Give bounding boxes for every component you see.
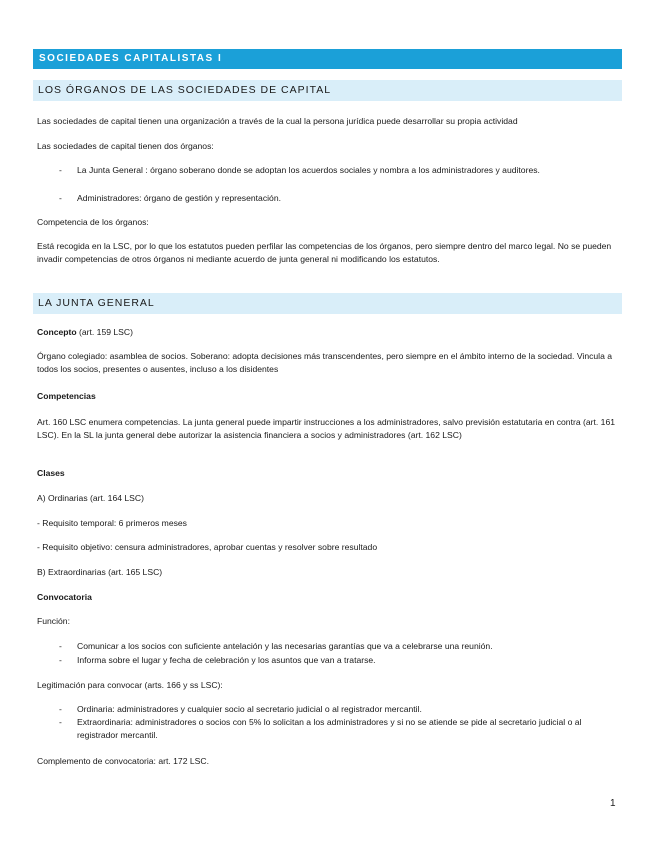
list-item-text: La Junta General : órgano soberano donde se adoptan los acuerdos sociales y nombra a los administradores y auditores.	[77, 165, 540, 175]
list-item-organ-admin	[59, 192, 589, 205]
section-heading-organos: LOS ÓRGANOS DE LAS SOCIEDADES DE CAPITAL	[33, 80, 622, 101]
paragraph-funcion-label: Función:	[37, 616, 70, 626]
paragraph-legitimacion-label: Legitimación para convocar (arts. 166 y ss LSC):	[37, 680, 223, 690]
list-item-funcion-comunicar	[59, 640, 589, 653]
paragraph-complemento: Complemento de convocatoria: art. 172 LSC.	[37, 756, 209, 766]
paragraph-competence-text: Está recogida en la LSC, por lo que los estatutos pueden perfilar las competencias de los órganos, pero siempre dentro del marco legal. No se pueden invadir competencias de otros órganos ni mediante acuerdo de junta general ni modificando los estatutos.	[37, 241, 612, 264]
list-bullet: -	[59, 655, 62, 665]
paragraph-competence-label: Competencia de los órganos:	[37, 217, 149, 227]
concepto-heading	[37, 326, 622, 339]
list-bullet: -	[59, 193, 62, 203]
paragraph-intro: Las sociedades de capital tienen una organización a través de la cual la persona jurídica puede desarrollar su propia actividad	[37, 116, 518, 126]
document-title: SOCIEDADES CAPITALISTAS I	[33, 49, 622, 69]
competencias-heading: Competencias	[37, 391, 96, 401]
paragraph-req-temporal: - Requisito temporal: 6 primeros meses	[37, 518, 187, 528]
list-item-text: Ordinaria: administradores y cualquier socio al secretario judicial o al registrador mercantil.	[77, 704, 422, 714]
list-bullet: -	[59, 717, 62, 727]
paragraph-concepto: Órgano colegiado: asamblea de socios. Soberano: adopta decisiones más transcendentes, pero siempre en el ámbito interno de la sociedad. Vincula a todos los socios, presentes o ausentes, incluso a los disidentes	[37, 351, 613, 374]
page-number: 1	[610, 798, 616, 809]
paragraph-organs-intro: Las sociedades de capital tienen dos órganos:	[37, 141, 214, 151]
list-item-text: Administradores: órgano de gestión y representación.	[77, 193, 281, 203]
list-item-text: Comunicar a los socios con suficiente antelación y las necesarias garantías que va a celebrarse una reunión.	[77, 641, 493, 651]
list-item-legitimacion-extraordinaria	[59, 716, 589, 741]
list-item-text: Extraordinaria: administradores o socios con 5% lo solicitan a los administradores y si no se atiende se pide al secretario judicial o al registrador mercantil.	[77, 717, 582, 740]
clases-heading: Clases	[37, 468, 65, 478]
concepto-ref: (art. 159 LSC)	[76, 327, 133, 337]
list-bullet: -	[59, 165, 62, 175]
list-bullet: -	[59, 641, 62, 651]
paragraph-clase-b: B) Extraordinarias (art. 165 LSC)	[37, 567, 163, 577]
list-item-text: Informa sobre el lugar y fecha de celebración y los asuntos que van a tratarse.	[77, 655, 376, 665]
section-heading-junta: LA JUNTA GENERAL	[33, 293, 622, 314]
list-item-legitimacion-ordinaria	[59, 703, 589, 716]
concepto-label: Concepto	[37, 327, 77, 337]
list-item-organ-junta	[59, 164, 589, 177]
list-item-funcion-informa	[59, 654, 589, 667]
list-bullet: -	[59, 704, 62, 714]
paragraph-competencias: Art. 160 LSC enumera competencias. La junta general puede impartir instrucciones a los administradores, salvo previsión estatutaria en contra (art. 161 LSC). En la SL la junta general debe autorizar la asistencia financiera a socios y administradores (art. 162 LSC)	[37, 417, 615, 440]
paragraph-clase-a: A) Ordinarias (art. 164 LSC)	[37, 493, 144, 503]
paragraph-req-objetivo: - Requisito objetivo: censura administradores, aprobar cuentas y resolver sobre resultado	[37, 542, 378, 552]
convocatoria-heading: Convocatoria	[37, 592, 92, 602]
